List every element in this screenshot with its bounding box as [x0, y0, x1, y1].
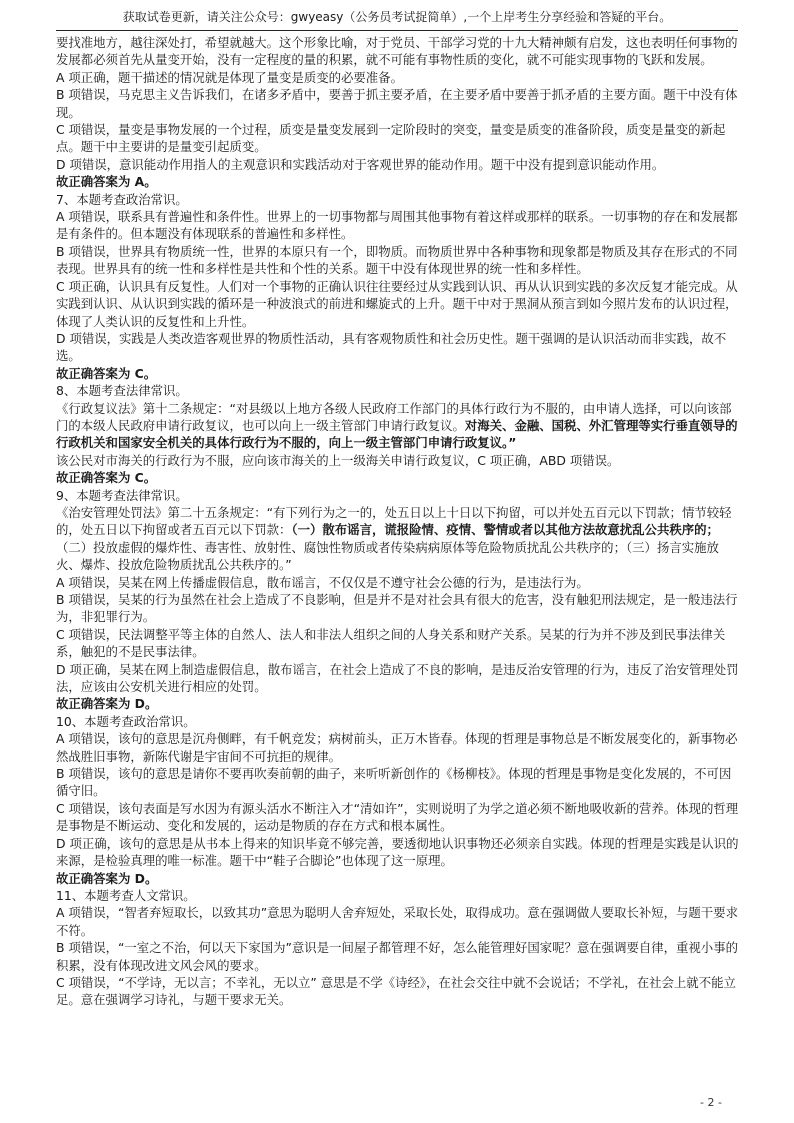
paragraph	[56, 156, 740, 173]
paragraph	[56, 939, 740, 974]
paragraph	[56, 800, 740, 835]
paragraph-text: 《治安管理处罚法》第二十五条规定：“有下列行为之一的，处五日以上十日以下拘留，可以并处五百元以下罚款；情节较轻的，处五日以下拘留或者五百元以下罚款：	[56, 504, 732, 538]
paragraph-text: A 项正确，题干描述的情况就是体现了量变是质变的必要准备。	[56, 69, 403, 85]
paragraph-text: A 项错误，“智者弃短取长，以致其功”意思为聪明人舍弃短处，采取长处，取得成功。意在强调做人要取长补短，与题干要求不符。	[56, 905, 738, 938]
paragraph	[56, 974, 740, 1009]
paragraph-text: B 项错误，该句的意思是请你不要再吹奏前朝的曲子，来听听新创作的《杨柳枝》。体现的哲理是事物是变化发展的，不可因循守旧。	[56, 766, 732, 799]
page-header: 获取试卷更新，请关注公众号：gwyeasy（公务员考试捉简单）,一个上岸考生分享经验和答疑的平台。	[122, 10, 672, 24]
paragraph-text: A 项错误，该句的意思是沉舟侧畔，有千帆竞发；病树前头，正万木皆春。体现的哲理是事物总是不断发展变化的，新事物必然战胜旧事物，新陈代谢是宇宙间不可抗拒的规律。	[56, 731, 738, 764]
paragraph-text: B 项错误，马克思主义告诉我们，在诸多矛盾中，要善于抓主要矛盾，在主要矛盾中要善于抓矛盾的主要方面。题干中没有体现。	[56, 87, 738, 120]
paragraph-text: 该公民对市海关的行政行为不服，应向该市海关的上一级海关申请行政复议，C 项正确，ABD 项错误。	[56, 452, 620, 468]
paragraph	[56, 904, 740, 939]
answer-line	[56, 695, 740, 712]
paragraph	[56, 34, 740, 69]
page-number: - 2 -	[700, 1096, 722, 1109]
paragraph	[56, 730, 740, 765]
paragraph-text: 10、本题考查政治常识。	[56, 713, 196, 729]
paragraph-text: C 项错误，民法调整平等主体的自然人、法人和非法人组织之间的人身关系和财产关系。吴某的行为并不涉及到民事法律关系，触犯的不是民事法律。	[56, 626, 726, 660]
answer-line	[56, 469, 740, 486]
header-divider	[56, 30, 738, 31]
paragraph	[56, 835, 740, 870]
paragraph	[56, 452, 740, 469]
paragraph	[56, 487, 740, 504]
paragraph-text: D 项正确，吴某在网上制造虚假信息，散布谣言，在社会上造成了不良的影响，是违反治安管理的行为，违反了治安管理处罚法，应该由公安机关进行相应的处罚。	[56, 661, 739, 695]
paragraph-text: C 项错误，该句表面是写水因为有源头活水不断注入才“清如许”，实则说明了为学之道必须不断地吸收新的营养。体现的哲理是事物是不断运动、变化和发展的，运动是物质的存在方式和根本属性。	[56, 800, 739, 834]
answer-line	[56, 173, 740, 190]
paragraph	[56, 400, 740, 452]
paragraph	[56, 86, 740, 121]
paragraph-text: 8、本题考查法律常识。	[56, 383, 188, 399]
answer-line	[56, 365, 740, 382]
bold-emphasis: （一）散布谣言，谎报险情、疫情、警情或者以其他方法故意扰乱公共秩序的；	[291, 522, 719, 538]
paragraph-text: 要找准地方，越往深处打，希望就越大。这个形象比喻，对于党员、干部学习党的十九大精神颇有启发，这也表明任何事物的发展都必须首先从量变开始，没有一定程度的量的积累，就不可能有事物性质的变化，就不可能实现事物的飞跃和发展。	[56, 35, 738, 68]
paragraph	[56, 713, 740, 730]
paragraph	[56, 278, 740, 330]
paragraph-text: 故正确答案为 A。	[56, 174, 157, 190]
paragraph	[56, 504, 740, 574]
document-body	[56, 34, 740, 1009]
paragraph-text: B 项错误，“一室之不治，何以天下家国为”意识是一间屋子都管理不好，怎么能管理好国家呢？意在强调要自律，重视小事的积累，没有体现改进文风会风的要求。	[56, 940, 738, 973]
paragraph-text: D 项正确，该句的意思是从书本上得来的知识毕竟不够完善，要透彻地认识事物还必须亲自实践。体现的哲理是实践是认识的来源，是检验真理的唯一标准。题干中“鞋子合脚论”也体现了这一原理。	[56, 835, 739, 869]
paragraph	[56, 591, 740, 626]
paragraph-text: B 项错误，吴某的行为虽然在社会上造成了不良影响，但是并不是对社会具有很大的危害，没有触犯刑法规定，是一般违法行为，非犯罪行为。	[56, 592, 738, 625]
paragraph	[56, 330, 740, 365]
paragraph	[56, 574, 740, 591]
paragraph-text: 11、本题考查人文常识。	[56, 887, 196, 903]
paragraph	[56, 661, 740, 696]
paragraph-text: C 项错误，“不学诗，无以言；不幸礼，无以立” 意思是不学《诗经》，在社会交往中就不会说话；不学礼，在社会上就不能立足。意在强调学习诗礼，与题干要求无关。	[56, 974, 736, 1008]
paragraph-text: （二）投放虚假的爆炸性、毒害性、放射性、腐蚀性物质或者传染病病原体等危险物质扰乱公共秩序的；（三）扬言实施放火、爆炸、投放危险物质扰乱公共秩序的。”	[56, 539, 719, 573]
paragraph-text: 故正确答案为 C。	[56, 470, 157, 486]
paragraph	[56, 765, 740, 800]
paragraph-text: D 项错误，实践是人类改造客观世界的物质性活动，具有客观物质性和社会历史性。题干强调的是认识活动而非实践，故不选。	[56, 330, 727, 364]
paragraph	[56, 208, 740, 243]
paragraph-text: 故正确答案为 D。	[56, 696, 158, 712]
paragraph-text: 7、本题考查政治常识。	[56, 191, 188, 207]
bold-emphasis: 对海关、金融、国税、外汇管理等实行垂直领导的行政机关和国家安全机关的具体行政行为不服的，向上一级主管部门申请行政复议。”	[56, 417, 738, 451]
paragraph	[56, 243, 740, 278]
paragraph-text: C 项错误，量变是事物发展的一个过程，质变是量变发展到一定阶段时的突变，量变是质变的准备阶段，质变是量变的新起点。题干中主要讲的是量变引起质变。	[56, 122, 726, 155]
paragraph	[56, 887, 740, 904]
paragraph	[56, 121, 740, 156]
paragraph-text: C 项正确，认识具有反复性。人们对一个事物的正确认识往往要经过从实践到认识、再从认识到实践的多次反复才能完成。从实践到认识、从认识到实践的循环是一种波浪式的前进和螺旋式的上升。题干中对于黑洞从预言到如今照片发布的认识过程，体现了人类认识的反复性和上升性。	[56, 278, 738, 329]
paragraph	[56, 191, 740, 208]
paragraph-text: 故正确答案为 D。	[56, 870, 158, 886]
paragraph-text: 故正确答案为 C。	[56, 365, 157, 381]
paragraph-text: A 项错误，吴某在网上传播虚假信息，散布谣言，不仅仅是不遵守社会公德的行为，是违法行为。	[56, 574, 589, 590]
paragraph	[56, 626, 740, 661]
paragraph-text: B 项错误，世界具有物质统一性，世界的本原只有一个，即物质。而物质世界中各种事物和现象都是物质及其存在形式的不同表现。世界具有的统一性和多样性是共性和个性的关系。题干中没有体现世界的统一性和多样性。	[56, 243, 738, 277]
paragraph-text: 9、本题考查法律常识。	[56, 487, 188, 503]
paragraph-text: 《行政复议法》第十二条规定：“对县级以上地方各级人民政府工作部门的具体行政行为不服的，由申请人选择，可以向该部门的本级人民政府申请行政复议，也可以向上一级主管部门申请行政复议。	[56, 400, 732, 433]
paragraph-text: D 项错误，意识能动作用指人的主观意识和实践活动对于客观世界的能动作用。题干中没有提到意识能动作用。	[56, 156, 665, 172]
paragraph	[56, 69, 740, 86]
answer-line	[56, 870, 740, 887]
paragraph	[56, 382, 740, 399]
paragraph-text: A 项错误，联系具有普遍性和条件性。世界上的一切事物都与周围其他事物有着这样或那样的联系。一切事物的存在和发展都是有条件的。但本题没有体现联系的普遍性和多样性。	[56, 209, 738, 242]
